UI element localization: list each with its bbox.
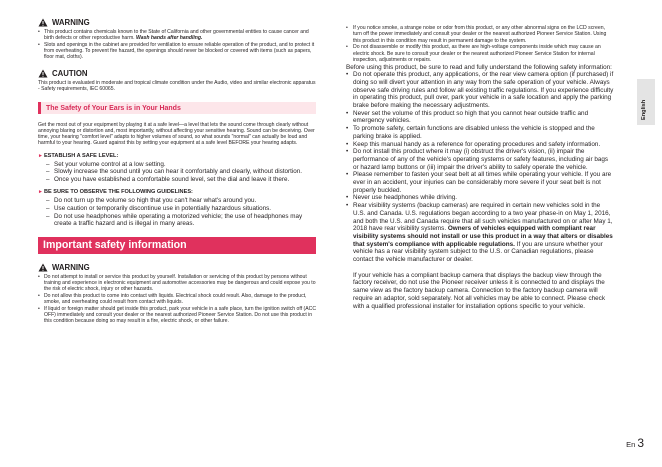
right-small-list [346,25,614,63]
warning-triangle-icon [38,69,48,78]
guidelines-heading: ►BE SURE TO OBSERVE THE FOLLOWING GUIDELINES: [38,189,193,196]
list-item: • Do not operate this product, any applications, or the rear view camera option (if purchased) if doing so will divert your attention in any way from the safe operation of your vehicle. Always observe safe driving rules and follow all existing traffic regulations. If you experience difficulty in operating this product, pull over, park your vehicle in a safe location and apply the parking brake before making the necessary adjustments. [346,71,614,110]
right-column [346,25,614,310]
list-item: • Do not install this product where it may (i) obstruct the driver's vision, (ii) impair the performance of any of the vehicle's operating systems or safety features, including air bags or hazard lamp buttons or (iii) impair the driver's ability to safely operate the vehicle. [346,148,614,171]
list-item: • Never use headphones while driving. [346,194,614,202]
page-number-value: 3 [637,436,644,450]
establish-list [46,161,316,184]
warning-title: WARNING [52,262,90,272]
list-item: • If you notice smoke, a strange noise or odor from this product, or any other abnormal signs on the LCD screen, turn off the power immediately and consult your dealer or the nearest authorized Pioneer Service Station. Using this product in this condition may result in permanent damage to the system. [346,25,614,44]
safety-list [346,71,614,264]
list-item: – Do not use headphones while operating a motorized vehicle; the use of headphones may create a traffic hazard and is illegal in many areas. [46,213,316,228]
arrow-icon: ► [38,152,43,159]
list-item: – Once you have established a comfortable sound level, set the dial and leave it there. [46,176,316,184]
list-item: – Slowly increase the sound until you can hear it comfortably and clearly, without distortion. [46,168,316,176]
establish-heading: ►ESTABLISH A SAFE LEVEL: [38,152,119,159]
page-number [626,436,644,450]
warning-triangle-icon [38,263,48,272]
language-side-tab [637,79,655,125]
list-item: • Never set the volume of this product so high that you cannot hear outside traffic and emergency vehicles. [346,110,614,125]
ears-section-header [38,102,316,114]
caution-heading [38,69,316,78]
important-warning-heading [38,263,316,272]
important-section-title: Important safety information [43,239,187,252]
list-item: – Do not turn up the volume so high that you can't hear what's around you. [46,197,316,205]
list-item: • Rear visibility systems (backup cameras) are required in certain new vehicles sold in the U.S. and Canada. U.S. regulations began according to a two year phase-in on May 1, 2016, and both the U.S. and Canada require that all such vehicles manufactured on or after May 1, 2018 have rear visibility systems. Owners of vehicles equipped with compliant rear visibility systems should not install or use this product in a way that alters or disables that system's compliance with applicable regulations. If you are unsure whether your vehicle has a rear visibility system subject to the U.S. or Canadian regulations, please contact the vehicle manufacturer or dealer. [346,202,614,264]
warning-title: WARNING [52,18,90,27]
list-item: • If liquid or foreign matter should get inside this product, park your vehicle in a safe place, turn the ignition switch off (ACC OFF) immediately and consult your dealer or the nearest authorized Pioneer Service Station. Do not use this product in this condition because doing so may result in a fire, electric shock, or other failure. [38,306,316,325]
language-label: English [641,99,647,120]
list-item: • Do not allow this product to come into contact with liquids. Electrical shock could result. Also, damage to the product, smoke, and overheating could result from contact with liquids. [38,293,316,305]
warning-heading [38,18,316,27]
page-prefix: En [626,440,636,449]
important-list [38,274,316,325]
warning-list [38,29,316,61]
caution-text: This product is evaluated in moderate and tropical climate condition under the Audio, video and similar electronic apparatus - Safety requirements, IEC 60065. [38,79,316,92]
left-column [38,0,316,325]
arrow-icon: ► [38,189,43,196]
list-item: • Please remember to fasten your seat belt at all times while operating your vehicle. If you are ever in an accident, your injuries can be considerably more severe if your seat belt is not properly buckled. [346,171,614,194]
before-using-text: Before using this product, be sure to read and fully understand the following safety information: [346,63,612,71]
caution-title: CAUTION [52,68,88,78]
list-item: • Do not attempt to install or service this product by yourself. Installation or servicing of this product by persons without training and experience in electronic equipment and automotive accessories may be dangerous and could expose you to the risk of electric shock, injury or other hazards. [38,274,316,293]
list-item: • To promote safety, certain functions are disabled unless the vehicle is stopped and the parking brake is applied. [346,125,614,140]
list-item: • Do not disassemble or modify this product, as there are high-voltage components inside which may cause an electric shock. Be sure to consult your dealer or the nearest authorized Pioneer Service Station for internal inspection, adjustments or repairs. [346,44,614,63]
warning-triangle-icon [38,18,48,27]
compliant-camera-text: If your vehicle has a compliant backup camera that displays the backup view through the factory receiver, do not use the Pioneer receiver unless it is connected to and displays the same view as the factory backup camera. Connection to the factory backup camera will require an adaptor, sold separately. Not all vehicles may be able to connect. Please check with a qualified professional installer for installation options specific to your vehicle. [353,271,606,310]
list-item: • Keep this manual handy as a reference for operating procedures and safety information. [346,141,614,149]
guidelines-list [46,197,316,227]
list-item: • Slots and openings in the cabinet are provided for ventilation to ensure reliable operation of the product, and to protect it from overheating. To prevent fire hazard, the openings should never be blocked or covered with items (such as papers, floor mat, cloths). [38,42,316,61]
ears-intro: Get the most out of your equipment by playing it at a safe level—a level that lets the sound come through clearly without annoying blaring or distortion and, most importantly, without affecting your sensitive hearing. Sound can be deceiving. Over time, your hearing "comfort level" adapts to higher volumes of sound, so what sounds "normal" can actually be loud and harmful to your hearing. Guard against this by setting your equipment at a safe level BEFORE your hearing adapts. [38,122,315,147]
list-item: – Set your volume control at a low setting. [46,161,316,169]
list-item: • This product contains chemicals known to the State of California and other governmental entities to cause cancer and birth defects or other reproductive harm. Wash hands after handling. [38,29,316,41]
important-section-header [38,237,316,254]
ears-section-title: The Safety of Your Ears is in Your Hands [46,104,181,112]
list-item: – Use caution or temporarily discontinue use in potentially hazardous situations. [46,205,316,213]
